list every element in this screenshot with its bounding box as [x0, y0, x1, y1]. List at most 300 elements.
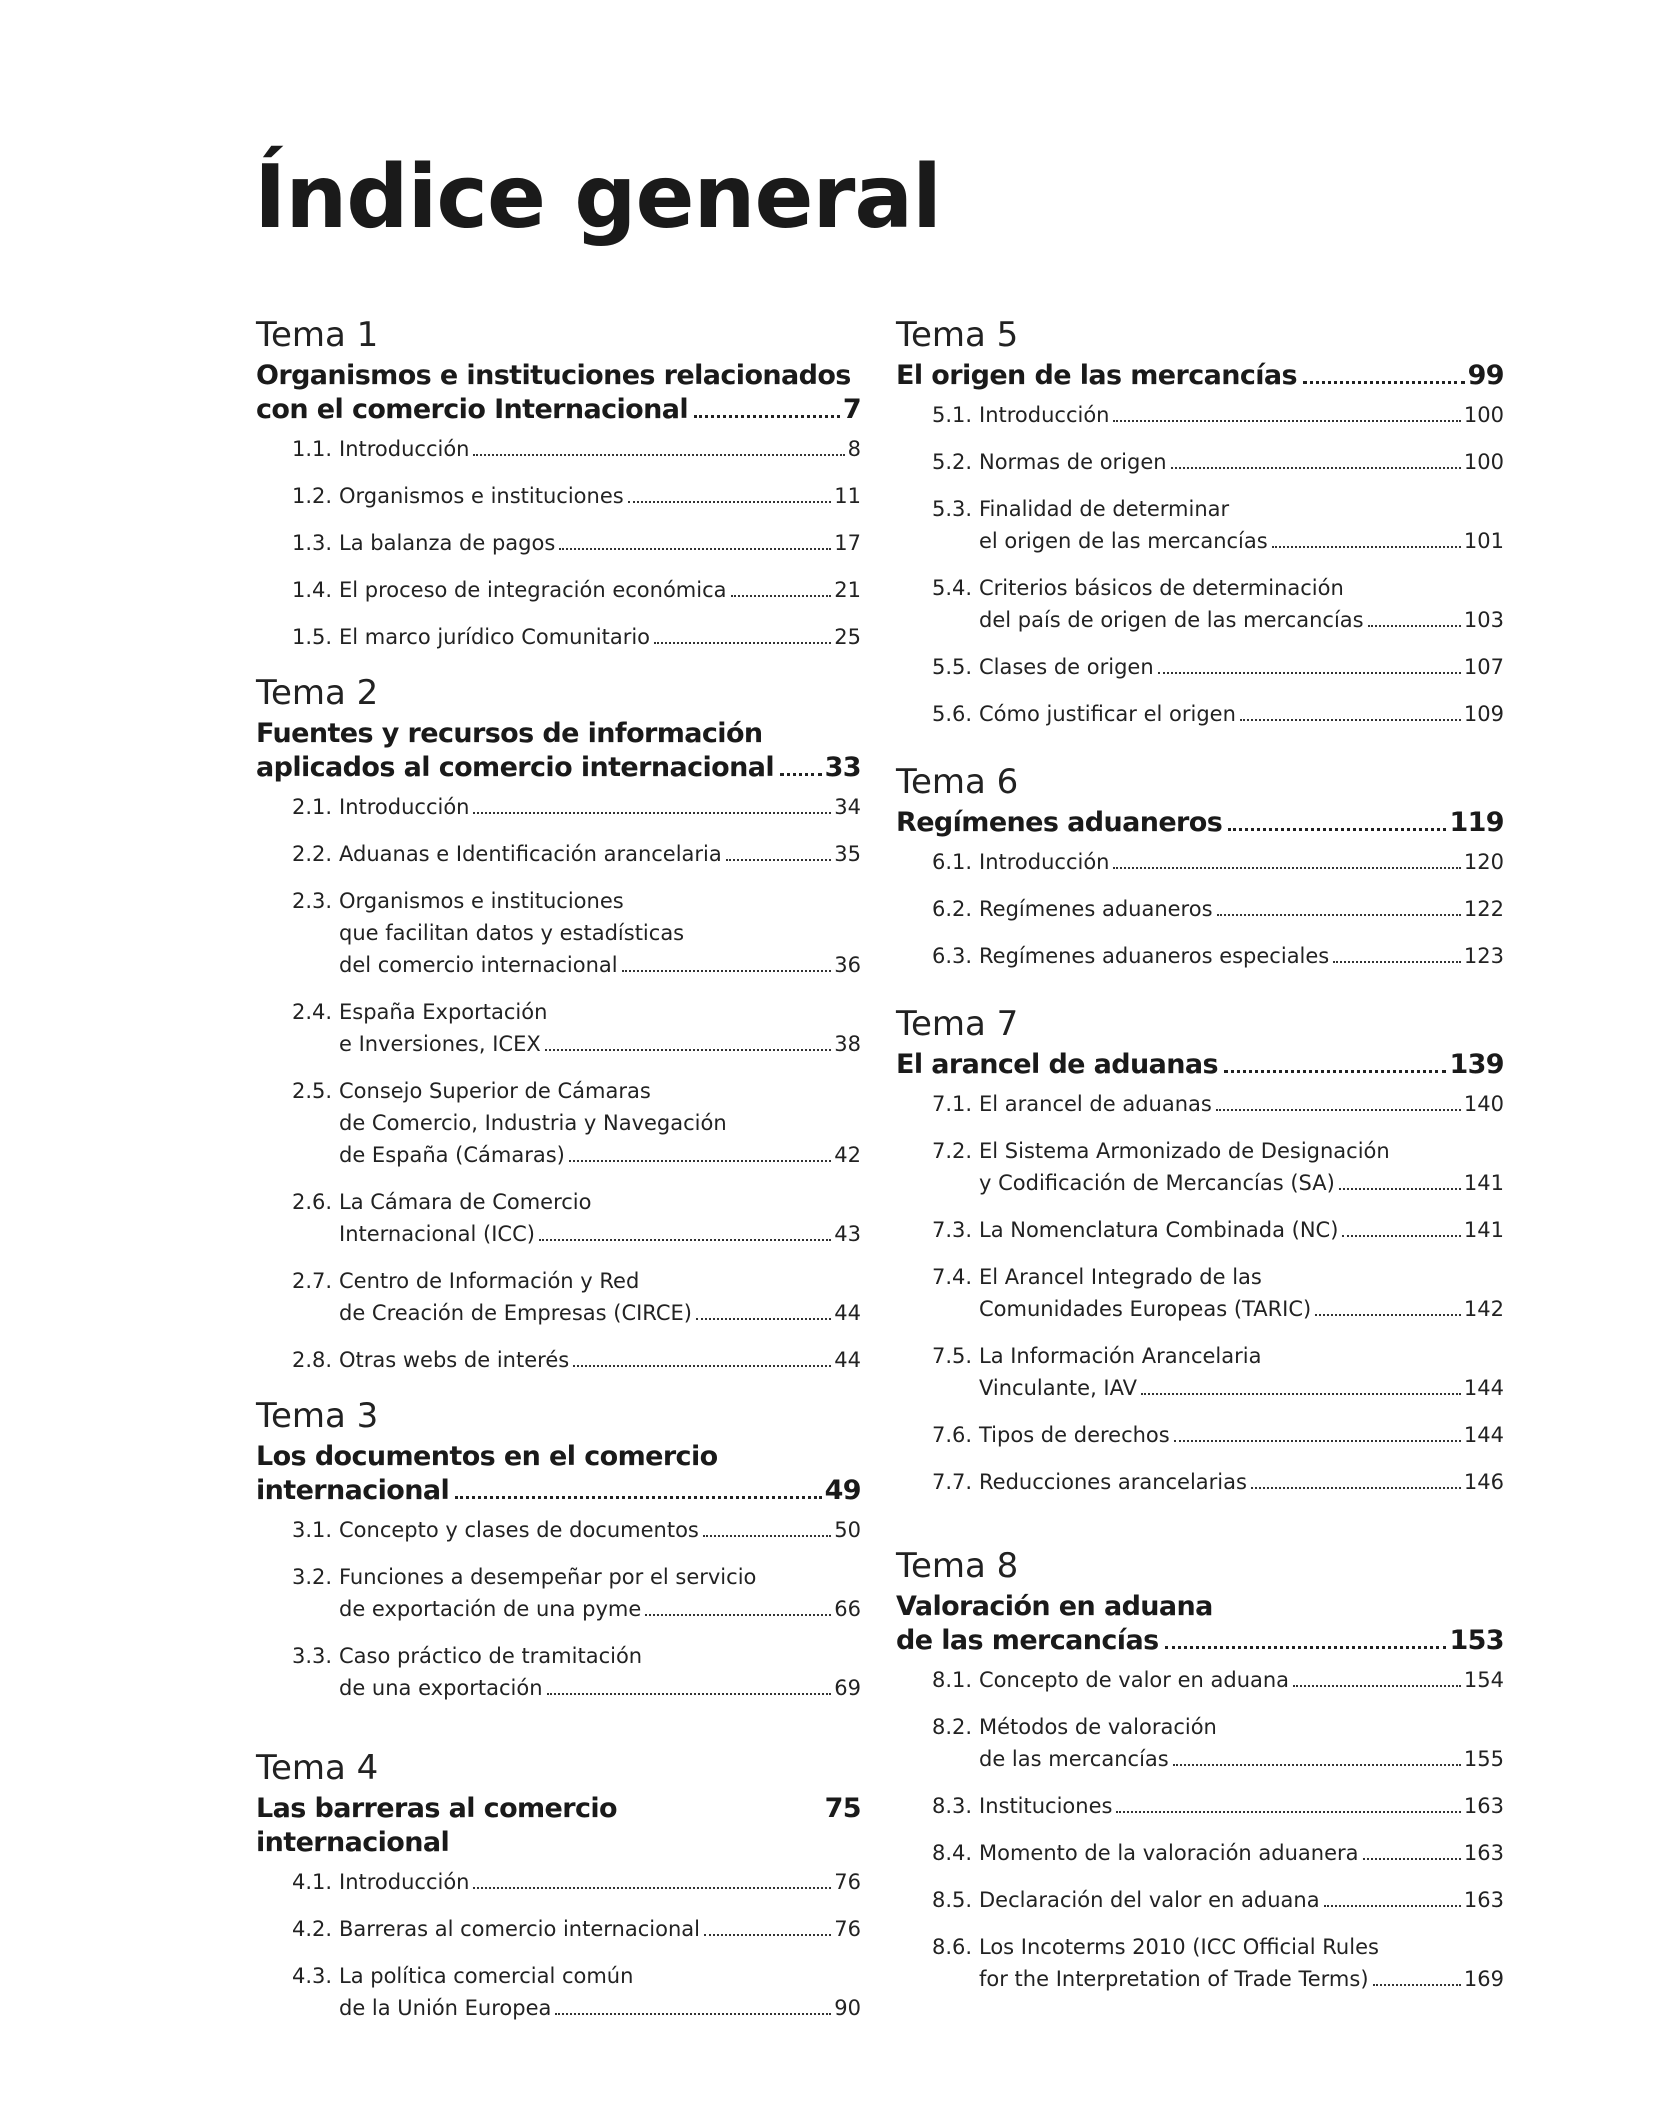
entry-text-line: Funciones a desempeñar por el servicio — [339, 1565, 757, 1589]
dot-leader — [1216, 1109, 1461, 1111]
entry-page-number: 100 — [1463, 403, 1504, 427]
entry-body — [979, 1664, 1504, 1696]
entry-number: 4.2. — [292, 1917, 333, 1941]
dot-leader — [539, 1239, 831, 1241]
entry-last-line — [979, 1743, 1504, 1775]
entry-page-number: 144 — [1463, 1423, 1504, 1447]
entry-last-line — [339, 480, 861, 512]
entry-body — [339, 1186, 861, 1250]
entry-text: de la Unión Europea — [339, 1996, 552, 2020]
tema-label: Tema 1 — [256, 315, 379, 355]
toc-entry[interactable] — [932, 651, 1504, 683]
dot-leader — [1342, 1235, 1461, 1237]
entry-body — [979, 446, 1504, 478]
entry-body — [339, 1514, 861, 1546]
dot-leader — [569, 1160, 831, 1162]
dot-leader — [1303, 381, 1465, 384]
entry-body — [979, 1711, 1504, 1775]
toc-entry[interactable] — [932, 572, 1504, 636]
entry-last-line — [339, 1344, 861, 1376]
entry-number: 3.1. — [292, 1518, 333, 1542]
entry-number: 7.5. — [932, 1344, 973, 1368]
entry-text: Regímenes aduaneros especiales — [979, 944, 1330, 968]
toc-left-column — [256, 315, 861, 2039]
entry-text: el origen de las mercancías — [979, 529, 1268, 553]
chapter-title-row — [896, 1624, 1504, 1658]
dot-leader — [1251, 1487, 1461, 1489]
dot-leader — [704, 1934, 831, 1936]
entry-text: Concepto y clases de documentos — [339, 1518, 699, 1542]
dot-leader — [1315, 1314, 1461, 1316]
chapter-title-text: internacional — [256, 1475, 450, 1506]
entry-number: 2.3. — [292, 889, 333, 913]
entry-body — [339, 1866, 861, 1898]
chapter-title[interactable] — [256, 717, 861, 785]
entry-page-number: 141 — [1463, 1218, 1504, 1242]
toc-entry[interactable] — [292, 480, 861, 512]
dot-leader — [1324, 1905, 1461, 1907]
entry-last-line — [979, 525, 1504, 557]
tema-section — [896, 315, 1504, 730]
entry-last-line — [979, 698, 1504, 730]
entry-last-line — [339, 574, 861, 606]
entry-text: La balanza de pagos — [339, 531, 556, 555]
entry-page-number: 21 — [834, 578, 861, 602]
entry-text-line: El Sistema Armonizado de Designación — [979, 1139, 1390, 1163]
entry-last-line — [339, 1913, 861, 1945]
dot-leader — [1224, 1070, 1446, 1073]
entry-text: Tipos de derechos — [979, 1423, 1170, 1447]
entry-number: 1.4. — [292, 578, 333, 602]
toc-entry[interactable] — [292, 433, 861, 465]
tema-label: Tema 3 — [256, 1396, 379, 1436]
dot-leader — [694, 415, 840, 418]
entry-text: Concepto de valor en aduana — [979, 1668, 1290, 1692]
entry-last-line — [979, 1419, 1504, 1451]
chapter-title[interactable] — [256, 359, 861, 427]
entry-page-number: 169 — [1463, 1967, 1504, 1991]
entry-page-number: 163 — [1463, 1841, 1504, 1865]
entry-body — [979, 846, 1504, 878]
entry-page-number: 36 — [834, 953, 861, 977]
toc-entry[interactable] — [292, 1344, 861, 1376]
toc-entry[interactable] — [292, 1265, 861, 1329]
chapter-page-number: 33 — [824, 752, 861, 783]
entry-page-number: 35 — [834, 842, 861, 866]
chapter-page-number: 139 — [1449, 1049, 1504, 1080]
toc-entry[interactable] — [932, 1931, 1504, 1995]
dot-leader — [780, 773, 822, 776]
entry-body — [339, 996, 861, 1060]
tema-label: Tema 7 — [896, 1004, 1019, 1044]
dot-leader — [1158, 672, 1461, 674]
dot-leader — [1165, 1646, 1447, 1649]
dot-leader — [1272, 546, 1461, 548]
chapter-title-row — [256, 393, 861, 427]
entry-page-number: 155 — [1463, 1747, 1504, 1771]
tema-section — [256, 1748, 861, 2024]
toc-entry[interactable] — [932, 1884, 1504, 1916]
entry-body — [339, 1344, 861, 1376]
entry-text: El marco jurídico Comunitario — [339, 625, 651, 649]
dot-leader — [1228, 828, 1446, 831]
dot-leader — [559, 548, 831, 550]
entry-number: 2.5. — [292, 1079, 333, 1103]
chapter-title-text: de las mercancías — [896, 1625, 1159, 1656]
entry-page-number: 140 — [1463, 1092, 1504, 1116]
toc-entry[interactable] — [932, 1664, 1504, 1696]
entry-body — [979, 1466, 1504, 1498]
entry-number: 8.3. — [932, 1794, 973, 1818]
entry-number: 4.3. — [292, 1964, 333, 1988]
entry-number: 8.2. — [932, 1715, 973, 1739]
entry-page-number: 11 — [834, 484, 861, 508]
entry-text: Barreras al comercio internacional — [339, 1917, 700, 1941]
chapter-title-text: con el comercio Internacional — [256, 394, 689, 425]
entry-number: 4.1. — [292, 1870, 333, 1894]
entry-body — [979, 493, 1504, 557]
entry-number: 5.3. — [932, 497, 973, 521]
toc-entry-list — [292, 1514, 861, 1704]
entry-text-line: España Exportación — [339, 1000, 548, 1024]
toc-entry[interactable] — [292, 1640, 861, 1704]
tema-label: Tema 5 — [896, 315, 1019, 355]
entry-body — [979, 1261, 1504, 1325]
toc-entry[interactable] — [932, 493, 1504, 557]
entry-number: 7.4. — [932, 1265, 973, 1289]
toc-entry[interactable] — [292, 885, 861, 981]
dot-leader — [1293, 1685, 1461, 1687]
dot-leader — [1174, 1440, 1461, 1442]
chapter-title-line: Organismos e instituciones relacionados — [256, 360, 851, 391]
toc-entry[interactable] — [292, 838, 861, 870]
entry-page-number: 146 — [1463, 1470, 1504, 1494]
entry-text: Introducción — [339, 437, 470, 461]
entry-number: 7.7. — [932, 1470, 973, 1494]
toc-entry[interactable] — [292, 1913, 861, 1945]
entry-number: 8.6. — [932, 1935, 973, 1959]
dot-leader — [703, 1535, 831, 1537]
toc-entry[interactable] — [292, 1960, 861, 2024]
entry-body — [979, 1419, 1504, 1451]
entry-page-number: 43 — [834, 1222, 861, 1246]
dot-leader — [473, 1887, 831, 1889]
entry-text: e Inversiones, ICEX — [339, 1032, 541, 1056]
dot-leader — [696, 1318, 831, 1320]
entry-number: 7.3. — [932, 1218, 973, 1242]
entry-last-line — [339, 1593, 861, 1625]
entry-text: El proceso de integración económica — [339, 578, 727, 602]
dot-leader — [1141, 1393, 1461, 1395]
dot-leader — [654, 642, 831, 644]
entry-page-number: 123 — [1463, 944, 1504, 968]
chapter-page-number: 49 — [824, 1475, 861, 1506]
entry-text: Vinculante, IAV — [979, 1376, 1138, 1400]
entry-last-line — [339, 1866, 861, 1898]
dot-leader — [1113, 867, 1460, 869]
entry-last-line — [979, 1664, 1504, 1696]
chapter-title[interactable] — [896, 806, 1504, 840]
entry-body — [979, 1214, 1504, 1246]
dot-leader — [1217, 914, 1461, 916]
entry-body — [979, 1931, 1504, 1995]
tema-section — [256, 673, 861, 1376]
toc-entry[interactable] — [932, 1711, 1504, 1775]
entry-text-line: Métodos de valoración — [979, 1715, 1217, 1739]
chapter-title[interactable] — [896, 359, 1504, 393]
dot-leader — [1171, 467, 1461, 469]
entry-number: 5.2. — [932, 450, 973, 474]
entry-number: 8.4. — [932, 1841, 973, 1865]
entry-text: Regímenes aduaneros — [979, 897, 1213, 921]
entry-last-line — [979, 651, 1504, 683]
chapter-title[interactable] — [896, 1048, 1504, 1082]
chapter-title[interactable] — [256, 1792, 861, 1860]
toc-entry[interactable] — [932, 399, 1504, 431]
entry-number: 7.1. — [932, 1092, 973, 1116]
entry-last-line — [979, 1372, 1504, 1404]
toc-right-column — [896, 315, 1504, 2010]
toc-entry[interactable] — [292, 791, 861, 823]
toc-entry[interactable] — [932, 1135, 1504, 1199]
dot-leader — [455, 1496, 821, 1499]
toc-entry[interactable] — [292, 527, 861, 559]
entry-page-number: 25 — [834, 625, 861, 649]
toc-entry-list — [932, 399, 1504, 730]
entry-number: 5.5. — [932, 655, 973, 679]
entry-last-line — [339, 1672, 861, 1704]
entry-text-line: La política comercial común — [339, 1964, 634, 1988]
entry-text-line: Organismos e instituciones — [339, 889, 624, 913]
dot-leader — [573, 1365, 831, 1367]
entry-body — [339, 1561, 861, 1625]
entry-last-line — [339, 791, 861, 823]
entry-last-line — [979, 604, 1504, 636]
toc-entry[interactable] — [292, 1561, 861, 1625]
chapter-title[interactable] — [256, 1440, 861, 1508]
dot-leader — [1116, 1811, 1460, 1813]
entry-body — [979, 1088, 1504, 1120]
entry-text-line: Criterios básicos de determinación — [979, 576, 1344, 600]
entry-text: de España (Cámaras) — [339, 1143, 565, 1167]
chapter-title-text: El arancel de aduanas — [896, 1049, 1218, 1080]
dot-leader — [1240, 719, 1461, 721]
entry-last-line — [979, 1790, 1504, 1822]
toc-entry[interactable] — [932, 1340, 1504, 1404]
entry-page-number: 103 — [1463, 608, 1504, 632]
entry-last-line — [339, 1992, 861, 2024]
entry-last-line — [339, 1297, 861, 1329]
entry-page-number: 76 — [834, 1917, 861, 1941]
dot-leader — [628, 501, 832, 503]
chapter-page-number: 153 — [1449, 1625, 1504, 1656]
entry-text: de una exportación — [339, 1676, 543, 1700]
chapter-title-text: Las barreras al comercio internacional — [256, 1793, 617, 1858]
chapter-page-number: 75 — [824, 1793, 861, 1824]
entry-text: Normas de origen — [979, 450, 1167, 474]
entry-page-number: 50 — [834, 1518, 861, 1542]
entry-text: Clases de origen — [979, 655, 1154, 679]
entry-body — [979, 893, 1504, 925]
entry-text-line: Caso práctico de tramitación — [339, 1644, 643, 1668]
toc-entry[interactable] — [292, 1866, 861, 1898]
entry-text-line: La Cámara de Comercio — [339, 1190, 592, 1214]
entry-last-line — [979, 1884, 1504, 1916]
entry-number: 3.2. — [292, 1565, 333, 1589]
toc-entry[interactable] — [292, 1186, 861, 1250]
toc-entry[interactable] — [932, 1790, 1504, 1822]
tema-section — [256, 315, 861, 653]
chapter-title-row — [256, 751, 861, 785]
entry-body — [979, 399, 1504, 431]
toc-entry[interactable] — [932, 1837, 1504, 1869]
chapter-title-row — [896, 1048, 1504, 1082]
entry-body — [979, 698, 1504, 730]
entry-last-line — [339, 1514, 861, 1546]
dot-leader — [1363, 1858, 1461, 1860]
entry-text: Cómo justificar el origen — [979, 702, 1236, 726]
entry-text-line: El Arancel Integrado de las — [979, 1265, 1262, 1289]
dot-leader — [1173, 1764, 1461, 1766]
entry-body — [339, 1913, 861, 1945]
entry-number: 5.1. — [932, 403, 973, 427]
entry-text: Internacional (ICC) — [339, 1222, 535, 1246]
entry-last-line — [339, 1028, 861, 1060]
entry-body — [979, 1790, 1504, 1822]
chapter-page-number: 99 — [1467, 360, 1504, 391]
entry-last-line — [339, 527, 861, 559]
entry-body — [339, 1960, 861, 2024]
entry-page-number: 120 — [1463, 850, 1504, 874]
entry-page-number: 122 — [1463, 897, 1504, 921]
entry-last-line — [979, 399, 1504, 431]
entry-number: 7.6. — [932, 1423, 973, 1447]
entry-body — [339, 621, 861, 653]
dot-leader — [1373, 1984, 1461, 1986]
entry-number: 3.3. — [292, 1644, 333, 1668]
toc-entry[interactable] — [932, 1419, 1504, 1451]
entry-text-line: Los Incoterms 2010 (ICC Official Rules — [979, 1935, 1379, 1959]
entry-page-number: 163 — [1463, 1794, 1504, 1818]
entry-page-number: 34 — [834, 795, 861, 819]
dot-leader — [1333, 961, 1461, 963]
tema-section — [896, 1004, 1504, 1498]
entry-number: 6.3. — [932, 944, 973, 968]
toc-entry[interactable] — [932, 1214, 1504, 1246]
chapter-title-row — [896, 806, 1504, 840]
toc-entry[interactable] — [932, 698, 1504, 730]
toc-entry[interactable] — [932, 446, 1504, 478]
page-title: Índice general — [254, 146, 941, 248]
entry-text: de las mercancías — [979, 1747, 1169, 1771]
entry-body — [339, 791, 861, 823]
entry-page-number: 100 — [1463, 450, 1504, 474]
entry-number: 6.1. — [932, 850, 973, 874]
tema-label: Tema 6 — [896, 762, 1019, 802]
entry-text: El arancel de aduanas — [979, 1092, 1212, 1116]
entry-text: y Codificación de Mercancías (SA) — [979, 1171, 1335, 1195]
entry-page-number: 163 — [1463, 1888, 1504, 1912]
dot-leader — [731, 595, 832, 597]
toc-entry[interactable] — [932, 1088, 1504, 1120]
entry-page-number: 90 — [834, 1996, 861, 2020]
entry-body — [339, 480, 861, 512]
entry-number: 8.5. — [932, 1888, 973, 1912]
entry-text: for the Interpretation of Trade Terms) — [979, 1967, 1369, 1991]
toc-entry[interactable] — [932, 1466, 1504, 1498]
entry-page-number: 44 — [834, 1348, 861, 1372]
entry-page-number: 109 — [1463, 702, 1504, 726]
chapter-title-row — [896, 359, 1504, 393]
chapter-title-row — [256, 1792, 861, 1860]
entry-number: 1.3. — [292, 531, 333, 555]
toc-entry[interactable] — [292, 1514, 861, 1546]
chapter-title-text: aplicados al comercio internacional — [256, 752, 774, 783]
dot-leader — [555, 2013, 831, 2015]
toc-entry-list — [932, 1664, 1504, 1995]
entry-text: Aduanas e Identificación arancelaria — [339, 842, 722, 866]
entry-text-line: La Información Arancelaria — [979, 1344, 1262, 1368]
entry-body — [979, 1135, 1504, 1199]
entry-page-number: 8 — [847, 437, 861, 461]
entry-body — [339, 885, 861, 981]
entry-last-line — [979, 1088, 1504, 1120]
entry-body — [339, 527, 861, 559]
entry-number: 2.6. — [292, 1190, 333, 1214]
entry-body — [339, 574, 861, 606]
tema-label: Tema 8 — [896, 1546, 1019, 1586]
entry-text: Momento de la valoración aduanera — [979, 1841, 1359, 1865]
entry-text: Declaración del valor en aduana — [979, 1888, 1320, 1912]
toc-entry-list — [292, 1866, 861, 2024]
entry-body — [979, 1837, 1504, 1869]
entry-page-number: 17 — [834, 531, 861, 555]
entry-text-line: de Comercio, Industria y Navegación — [339, 1111, 727, 1135]
entry-text: del país de origen de las mercancías — [979, 608, 1364, 632]
chapter-title-line: Los documentos en el comercio — [256, 1441, 718, 1472]
entry-last-line — [339, 838, 861, 870]
entry-page-number: 44 — [834, 1301, 861, 1325]
dot-leader — [1368, 625, 1461, 627]
entry-text-line: Finalidad de determinar — [979, 497, 1230, 521]
entry-number: 1.2. — [292, 484, 333, 508]
toc-entry[interactable] — [932, 846, 1504, 878]
toc-entry[interactable] — [292, 621, 861, 653]
chapter-page-number: 119 — [1449, 807, 1504, 838]
toc-entry-list — [292, 433, 861, 653]
entry-body — [339, 1265, 861, 1329]
entry-number: 2.8. — [292, 1348, 333, 1372]
chapter-page-number: 7 — [842, 394, 861, 425]
entry-last-line — [979, 1466, 1504, 1498]
toc-entry[interactable] — [292, 1075, 861, 1171]
toc-entry[interactable] — [932, 1261, 1504, 1325]
toc-entry[interactable] — [292, 996, 861, 1060]
entry-body — [979, 940, 1504, 972]
toc-entry[interactable] — [292, 574, 861, 606]
entry-page-number: 101 — [1463, 529, 1504, 553]
toc-entry[interactable] — [932, 893, 1504, 925]
chapter-title-text: El origen de las mercancías — [896, 360, 1298, 391]
entry-last-line — [979, 1167, 1504, 1199]
entry-last-line — [979, 1963, 1504, 1995]
entry-text: del comercio internacional — [339, 953, 618, 977]
toc-entry[interactable] — [932, 940, 1504, 972]
entry-last-line — [339, 1218, 861, 1250]
chapter-title[interactable] — [896, 1590, 1504, 1658]
entry-number: 2.2. — [292, 842, 333, 866]
tema-section — [256, 1396, 861, 1704]
